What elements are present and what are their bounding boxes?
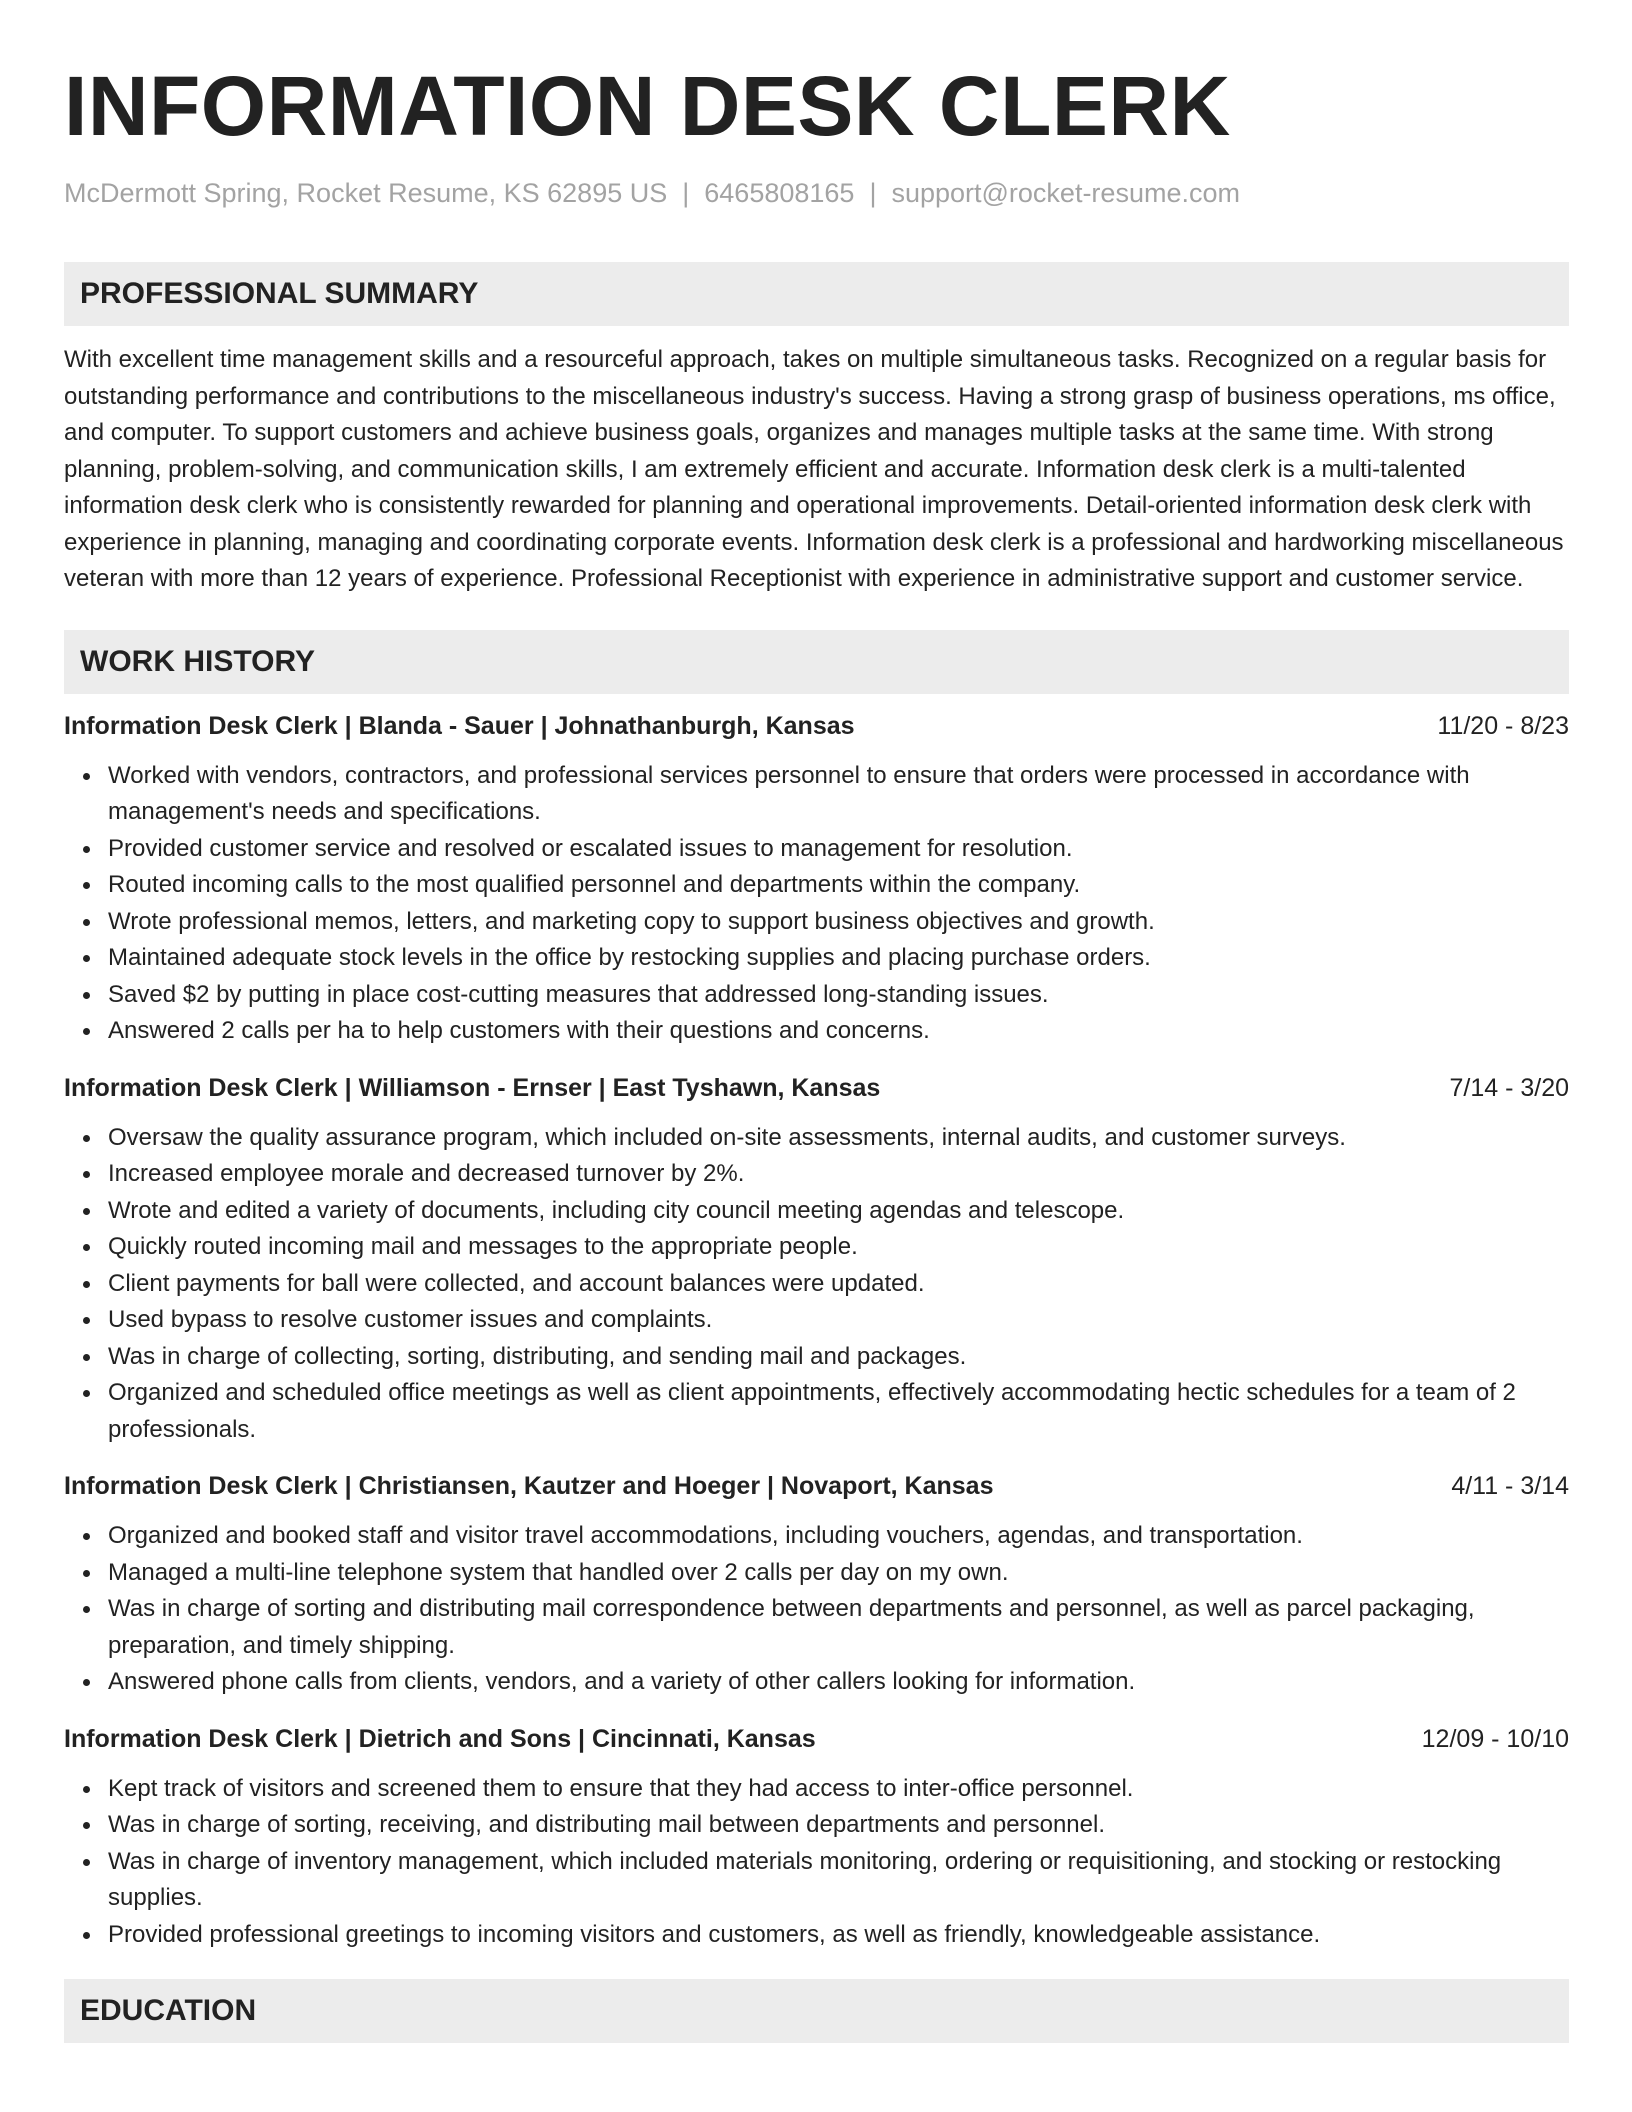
job-title: Information Desk Clerk | Williamson - Ernser | East Tyshawn, Kansas <box>64 1073 881 1102</box>
job-header <box>64 1468 1569 1504</box>
list-item: Was in charge of inventory management, which included materials monitoring, ordering or requisitioning, and stocking or restocking supplies. <box>64 1844 1569 1917</box>
job-dates: 11/20 - 8/23 <box>1437 711 1569 740</box>
list-item: Increased employee morale and decreased turnover by 2%. <box>64 1156 1569 1193</box>
contact-address: McDermott Spring, Rocket Resume, KS 62895 US <box>64 178 668 208</box>
job-header <box>64 708 1569 744</box>
list-item: Answered phone calls from clients, vendors, and a variety of other callers looking for information. <box>64 1664 1569 1701</box>
job-bullets <box>64 758 1569 1050</box>
section-heading-summary: PROFESSIONAL SUMMARY <box>64 262 1569 326</box>
summary-text: With excellent time management skills and a resourceful approach, takes on multiple simultaneous tasks. Recognized on a regular basis for outstanding performance and contributions to the miscellaneous industry's success. Having a strong grasp of business operations, ms office, and computer. To support customers and achieve business goals, organizes and manages multiple tasks at the same time. With strong planning, problem-solving, and communication skills, I am extremely efficient and accurate. Information desk clerk is a multi-talented information desk clerk who is consistently rewarded for planning and operational improvements. Detail-oriented information desk clerk with experience in planning, managing and coordinating corporate events. Information desk clerk is a professional and hardworking miscellaneous veteran with more than 12 years of experience. Professional Receptionist with experience in administrative support and customer service. <box>64 346 1564 592</box>
list-item: Saved $2 by putting in place cost-cutting measures that addressed long-standing issues. <box>64 977 1569 1014</box>
list-item: Worked with vendors, contractors, and professional services personnel to ensure that orders were processed in accordance with management's needs and specifications. <box>64 758 1569 831</box>
job-title: Information Desk Clerk | Christiansen, Kautzer and Hoeger | Novaport, Kansas <box>64 1472 994 1500</box>
list-item: Used bypass to resolve customer issues and complaints. <box>64 1302 1569 1339</box>
job-bullets <box>64 1771 1569 1954</box>
job-entry <box>64 708 1569 1050</box>
job-entry <box>64 1070 1569 1449</box>
list-item: Answered 2 calls per ha to help customers with their questions and concerns. <box>64 1013 1569 1050</box>
list-item: Routed incoming calls to the most qualified personnel and departments within the company. <box>64 867 1569 904</box>
contact-email: support@rocket-resume.com <box>891 178 1240 208</box>
job-bullets <box>64 1120 1569 1449</box>
job-dates: 4/11 - 3/14 <box>1451 1472 1569 1500</box>
list-item: Managed a multi-line telephone system that handled over 2 calls per day on my own. <box>64 1555 1569 1592</box>
list-item: Quickly routed incoming mail and messages to the appropriate people. <box>64 1229 1569 1266</box>
list-item: Organized and booked staff and visitor travel accommodations, including vouchers, agendas, and transportation. <box>64 1518 1569 1555</box>
job-title: Information Desk Clerk | Dietrich and Sons | Cincinnati, Kansas <box>64 1724 816 1753</box>
section-heading-work-history: WORK HISTORY <box>64 630 1569 694</box>
list-item: Was in charge of sorting and distributing mail correspondence between departments and personnel, as well as parcel packaging, preparation, and timely shipping. <box>64 1591 1569 1664</box>
list-item: Client payments for ball were collected, and account balances were updated. <box>64 1266 1569 1303</box>
list-item: Provided customer service and resolved or escalated issues to management for resolution. <box>64 831 1569 868</box>
list-item: Was in charge of sorting, receiving, and distributing mail between departments and personnel. <box>64 1807 1569 1844</box>
job-entry <box>64 1468 1569 1701</box>
contact-phone: 6465808165 <box>704 178 855 208</box>
list-item: Was in charge of collecting, sorting, distributing, and sending mail and packages. <box>64 1339 1569 1376</box>
section-heading-education: EDUCATION <box>64 1979 1569 2043</box>
list-item: Provided professional greetings to incoming visitors and customers, as well as friendly, knowledgeable assistance. <box>64 1917 1569 1954</box>
job-header <box>64 1721 1569 1757</box>
job-dates: 12/09 - 10/10 <box>1421 1724 1569 1753</box>
list-item: Oversaw the quality assurance program, which included on-site assessments, internal audits, and customer surveys. <box>64 1120 1569 1157</box>
contact-separator: | <box>869 178 877 208</box>
contact-line <box>64 176 1569 210</box>
job-header <box>64 1070 1569 1106</box>
job-title: Information Desk Clerk | Blanda - Sauer | Johnathanburgh, Kansas <box>64 711 855 740</box>
job-bullets <box>64 1518 1569 1701</box>
list-item: Kept track of visitors and screened them to ensure that they had access to inter-office personnel. <box>64 1771 1569 1808</box>
list-item: Wrote professional memos, letters, and marketing copy to support business objectives and growth. <box>64 904 1569 941</box>
resume-name: INFORMATION DESK CLERK <box>64 59 1231 153</box>
contact-separator: | <box>682 178 690 208</box>
list-item: Organized and scheduled office meetings as well as client appointments, effectively accommodating hectic schedules for a team of 2 professionals. <box>64 1375 1569 1448</box>
job-dates: 7/14 - 3/20 <box>1449 1073 1569 1102</box>
list-item: Wrote and edited a variety of documents, including city council meeting agendas and telescope. <box>64 1193 1569 1230</box>
job-entry <box>64 1721 1569 1954</box>
list-item: Maintained adequate stock levels in the office by restocking supplies and placing purchase orders. <box>64 940 1569 977</box>
